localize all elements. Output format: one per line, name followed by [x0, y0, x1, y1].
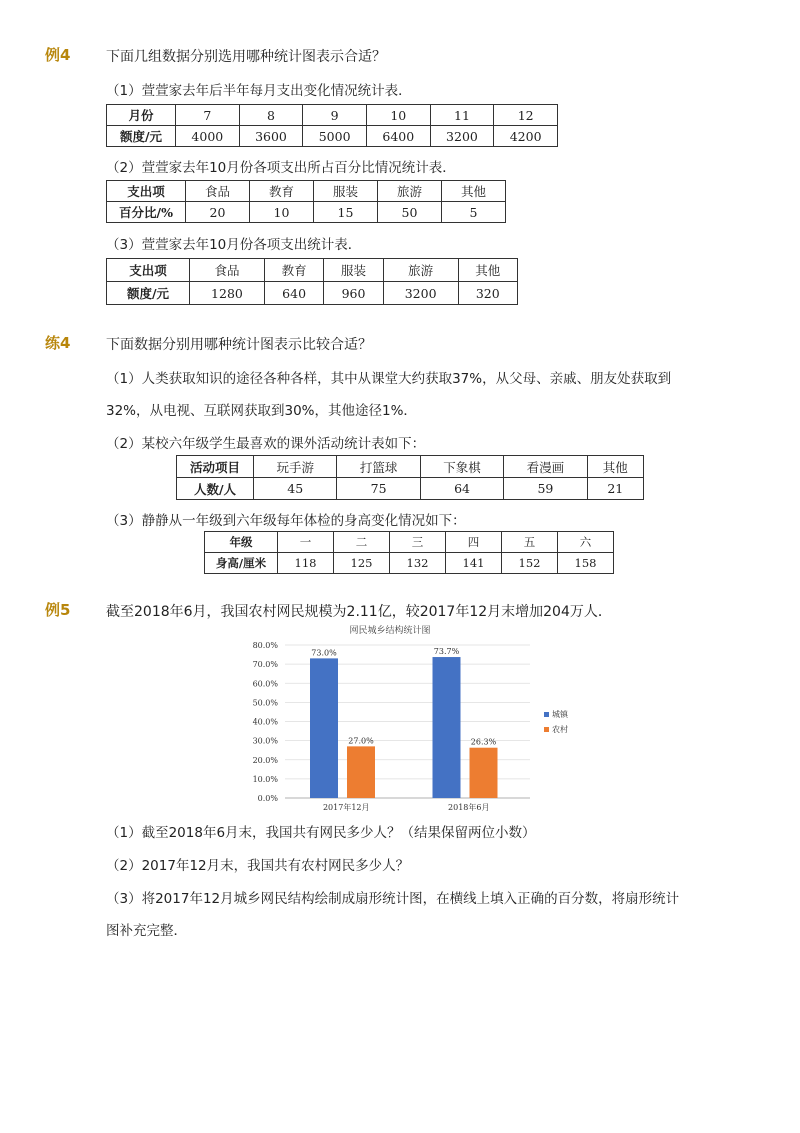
table-cell: 其他 [442, 181, 506, 202]
table-cell: 活动项目 [177, 456, 254, 478]
monthly-expense-table [106, 104, 558, 147]
legend-swatch [544, 727, 549, 732]
y-tick-label: 10.0% [252, 774, 278, 784]
practice-4-sub-1a: （1）人类获取知识的途径各种各样，其中从课堂大约获取37%，从父母、亲戚、朋友处获取到 [106, 371, 672, 387]
table-cell: 三 [390, 532, 446, 553]
table-cell: 8 [239, 105, 303, 126]
bar-城镇 [433, 657, 461, 798]
table-row [107, 105, 558, 126]
table-row [107, 181, 506, 202]
table-row [205, 532, 614, 553]
table-cell: 六 [558, 532, 614, 553]
table-cell: 9 [303, 105, 367, 126]
table-cell: 1280 [190, 282, 265, 305]
example-5-sub-1: （1）截至2018年6月末，我国共有网民多少人？（结果保留两位小数） [106, 825, 536, 841]
table-cell: 五 [502, 532, 558, 553]
table-cell: 食品 [190, 259, 265, 282]
table-cell: 年级 [205, 532, 278, 553]
bar-农村 [470, 748, 498, 798]
x-tick-label: 2017年12月 [322, 803, 370, 812]
table-cell: 看漫画 [504, 456, 587, 478]
practice-4-sub-3: （3）静静从一年级到六年级每年体检的身高变化情况如下： [106, 513, 466, 529]
expense-amount-table [106, 258, 518, 305]
table-cell: 125 [334, 553, 390, 574]
table-cell: 75 [337, 478, 420, 500]
activity-table [176, 455, 644, 500]
y-tick-label: 40.0% [252, 717, 278, 727]
table-cell: 教育 [264, 259, 323, 282]
y-tick-label: 50.0% [252, 698, 278, 708]
table-cell: 5 [442, 202, 506, 223]
table-cell: 支出项 [107, 259, 190, 282]
table-row [177, 456, 644, 478]
table-cell: 人数/人 [177, 478, 254, 500]
example-4-sub-1: （1）萱萱家去年后半年每月支出变化情况统计表． [106, 83, 412, 99]
table-cell: 12 [494, 105, 558, 126]
y-tick-label: 0.0% [257, 794, 278, 803]
table-cell: 二 [334, 532, 390, 553]
height-table [204, 531, 614, 574]
legend-label: 农村 [552, 725, 568, 734]
table-cell: 59 [504, 478, 587, 500]
table-cell: 其他 [587, 456, 643, 478]
table-cell: 服装 [314, 181, 378, 202]
table-cell: 7 [176, 105, 240, 126]
table-cell: 旅游 [383, 259, 458, 282]
table-cell: 45 [254, 478, 337, 500]
table-cell: 10 [366, 105, 430, 126]
table-cell: 6400 [366, 126, 430, 147]
data-label: 73.0% [311, 648, 337, 658]
x-tick-label: 2018年6月 [448, 803, 490, 812]
table-row [177, 478, 644, 500]
y-tick-label: 70.0% [252, 660, 278, 670]
table-cell: 食品 [186, 181, 250, 202]
practice-4-sub-2: （2）某校六年级学生最喜欢的课外活动统计表如下： [106, 436, 426, 452]
example-4-question: 下面几组数据分别选用哪种统计图表示合适？ [106, 49, 386, 65]
table-row [107, 259, 518, 282]
table-cell: 11 [430, 105, 494, 126]
y-tick-label: 80.0% [252, 641, 278, 650]
practice-4-tag: 练4 [45, 334, 71, 352]
example-5-tag: 例5 [45, 601, 71, 619]
table-cell: 下象棋 [420, 456, 503, 478]
example-5-question: 截至2018年6月，我国农村网民规模为2.11亿，较2017年12月末增加204万人． [106, 604, 612, 620]
table-row [107, 202, 506, 223]
y-tick-label: 20.0% [252, 755, 278, 765]
table-cell: 152 [502, 553, 558, 574]
table-cell: 141 [446, 553, 502, 574]
table-cell: 3200 [383, 282, 458, 305]
y-tick-label: 60.0% [252, 679, 278, 689]
table-cell: 158 [558, 553, 614, 574]
example-5-sub-2: （2）2017年12月末，我国共有农村网民多少人？ [106, 858, 410, 874]
table-row [107, 126, 558, 147]
table-cell: 支出项 [107, 181, 186, 202]
bar-农村 [347, 746, 375, 798]
netizen-structure-chart [240, 620, 590, 820]
table-cell: 额度/元 [107, 282, 190, 305]
table-cell: 月份 [107, 105, 176, 126]
example-4-tag: 例4 [45, 46, 71, 64]
table-cell: 3200 [430, 126, 494, 147]
y-tick-label: 30.0% [252, 736, 278, 746]
example-4-sub-2: （2）萱萱家去年10月份各项支出所占百分比情况统计表． [106, 160, 456, 176]
table-cell: 960 [324, 282, 383, 305]
table-cell: 3600 [239, 126, 303, 147]
example-5-sub-3a: （3）将2017年12月城乡网民结构绘制成扇形统计图，在横线上填入正确的百分数，将扇形统计 [106, 891, 680, 907]
table-cell: 118 [278, 553, 334, 574]
table-cell: 4200 [494, 126, 558, 147]
example-4-sub-3: （3）萱萱家去年10月份各项支出统计表． [106, 237, 362, 253]
legend-label: 城镇 [552, 710, 568, 719]
example-5-sub-3b: 图补充完整． [106, 923, 187, 939]
table-cell: 15 [314, 202, 378, 223]
bar-城镇 [310, 658, 338, 798]
data-label: 26.3% [470, 737, 497, 747]
table-cell: 打篮球 [337, 456, 420, 478]
table-cell: 额度/元 [107, 126, 176, 147]
table-cell: 其他 [458, 259, 517, 282]
table-cell: 64 [420, 478, 503, 500]
table-cell: 4000 [176, 126, 240, 147]
table-cell: 132 [390, 553, 446, 574]
table-cell: 10 [250, 202, 314, 223]
table-cell: 旅游 [378, 181, 442, 202]
table-cell: 身高/厘米 [205, 553, 278, 574]
chart-title: 网民城乡结构统计图 [349, 626, 431, 636]
practice-4-question: 下面数据分别用哪种统计图表示比较合适？ [106, 337, 372, 353]
table-cell: 20 [186, 202, 250, 223]
practice-4-sub-1b: 32%，从电视、互联网获取到30%，其他途径1%． [106, 403, 417, 419]
table-cell: 320 [458, 282, 517, 305]
table-cell: 服装 [324, 259, 383, 282]
table-row [205, 553, 614, 574]
data-label: 27.0% [348, 736, 374, 746]
table-cell: 教育 [250, 181, 314, 202]
table-cell: 百分比/% [107, 202, 186, 223]
legend-swatch [544, 712, 549, 717]
table-cell: 四 [446, 532, 502, 553]
table-cell: 玩手游 [254, 456, 337, 478]
table-cell: 5000 [303, 126, 367, 147]
table-cell: 21 [587, 478, 643, 500]
expense-percent-table [106, 180, 506, 223]
table-cell: 640 [264, 282, 323, 305]
data-label: 73.7% [433, 647, 460, 657]
table-cell: 一 [278, 532, 334, 553]
table-row [107, 282, 518, 305]
table-cell: 50 [378, 202, 442, 223]
